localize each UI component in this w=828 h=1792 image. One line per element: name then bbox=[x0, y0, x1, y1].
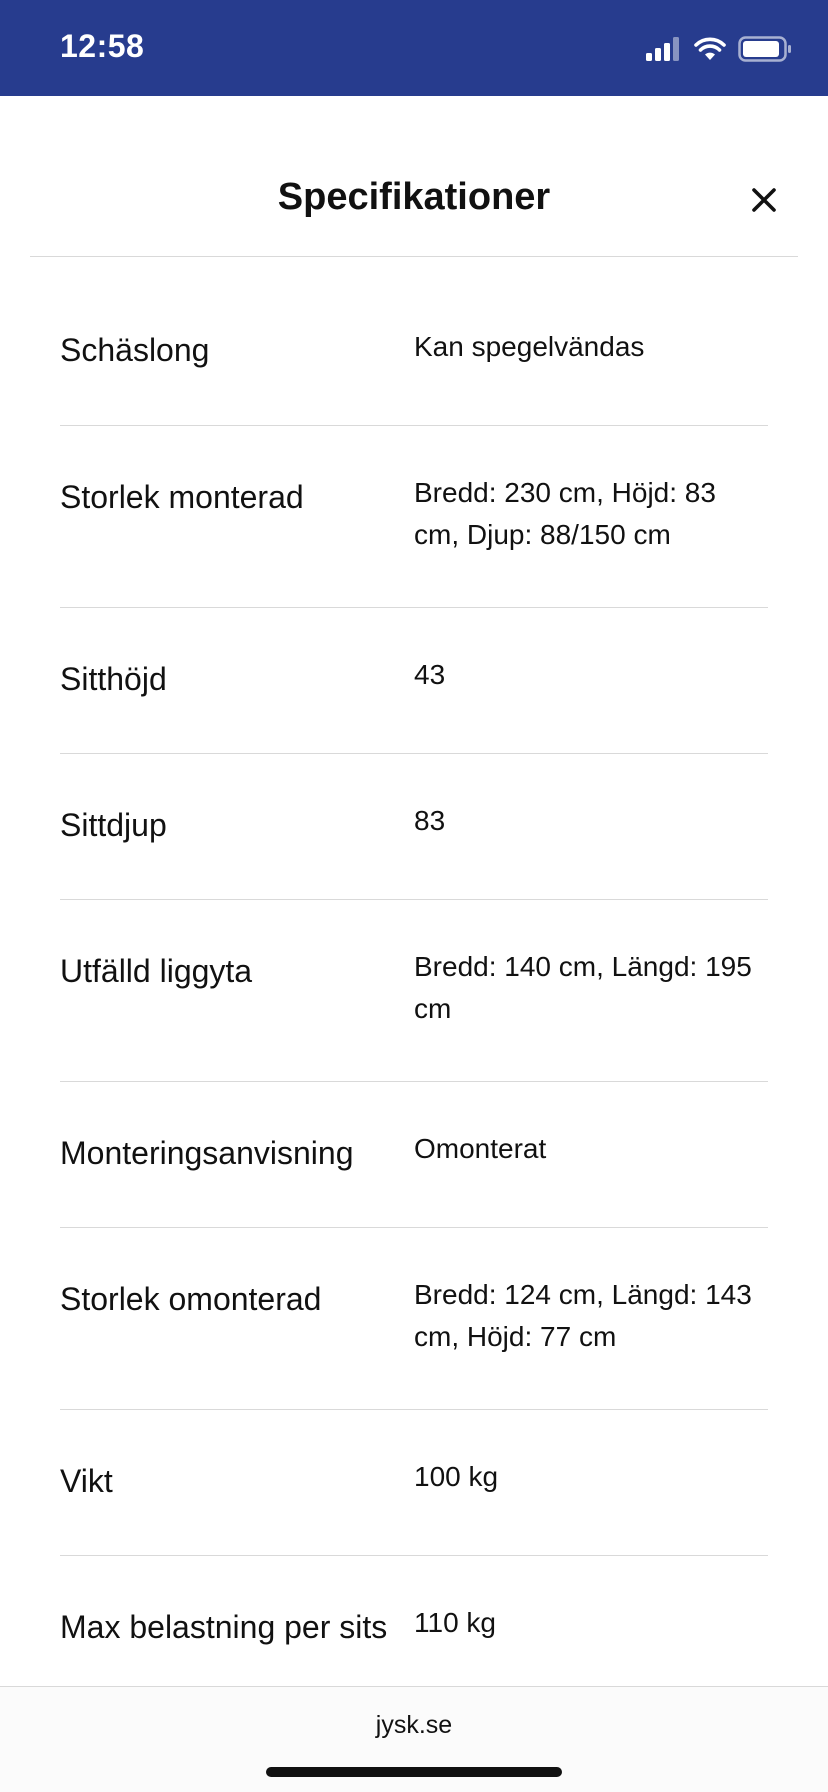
spec-label: Sitthöjd bbox=[60, 661, 167, 697]
close-icon bbox=[751, 187, 777, 217]
spec-label: Vikt bbox=[60, 1463, 113, 1499]
spec-row-seat-height bbox=[60, 608, 768, 754]
spec-row-weight bbox=[60, 1410, 768, 1556]
home-indicator[interactable] bbox=[266, 1767, 562, 1777]
spec-label: Storlek omonterad bbox=[60, 1281, 322, 1317]
close-button[interactable] bbox=[746, 184, 782, 220]
spec-value: Kan spegelvändas bbox=[414, 331, 645, 362]
spec-row-assembly bbox=[60, 1082, 768, 1228]
spec-value: Bredd: 140 cm, Längd: 195 cm bbox=[414, 951, 752, 1024]
spec-list bbox=[60, 256, 768, 1686]
wifi-icon bbox=[694, 37, 726, 61]
spec-row-chaise bbox=[60, 256, 768, 426]
spec-value: 110 kg bbox=[414, 1607, 496, 1638]
spec-label: Storlek monterad bbox=[60, 479, 304, 515]
browser-address-bar[interactable] bbox=[0, 1686, 828, 1792]
status-bar bbox=[0, 0, 828, 96]
battery-icon bbox=[738, 36, 792, 62]
spec-label: Utfälld liggyta bbox=[60, 953, 253, 989]
spec-row-assembled-size bbox=[60, 426, 768, 608]
spec-value: Bredd: 230 cm, Höjd: 83 cm, Djup: 88/150 cm bbox=[414, 477, 716, 550]
spec-row-max-load bbox=[60, 1556, 768, 1686]
spec-row-unassembled-size bbox=[60, 1228, 768, 1410]
spec-value: Omonterat bbox=[414, 1133, 547, 1164]
spec-label: Sittdjup bbox=[60, 807, 167, 843]
sheet-header bbox=[30, 96, 798, 257]
spec-value: Bredd: 124 cm, Längd: 143 cm, Höjd: 77 cm bbox=[414, 1279, 752, 1352]
spec-label: Max belastning per sits bbox=[60, 1609, 388, 1645]
spec-row-bed-surface bbox=[60, 900, 768, 1082]
spec-label: Schäslong bbox=[60, 332, 210, 368]
spec-value: 83 bbox=[414, 805, 446, 836]
spec-value: 100 kg bbox=[414, 1461, 499, 1492]
signal-icon bbox=[646, 37, 682, 61]
spec-row-seat-depth bbox=[60, 754, 768, 900]
page-title: Specifikationer bbox=[277, 176, 551, 218]
url-text[interactable]: jysk.se bbox=[375, 1711, 453, 1739]
spec-value: 43 bbox=[414, 659, 446, 690]
status-icons bbox=[646, 34, 792, 64]
spec-label: Monteringsanvisning bbox=[60, 1135, 354, 1171]
status-time: 12:58 bbox=[60, 28, 145, 64]
